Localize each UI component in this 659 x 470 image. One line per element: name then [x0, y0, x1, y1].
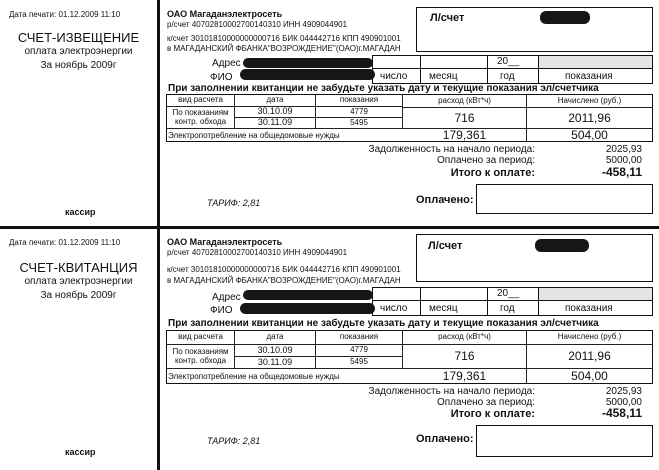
consumption-value: 716 [403, 345, 527, 369]
doc-title: СЧЕТ-КВИТАНЦИЯ [19, 260, 138, 275]
paid-amount-field[interactable] [476, 425, 653, 457]
common-needs-label: Электропотребление на общедомовые нужды [168, 131, 340, 140]
col-date-header: дата [235, 95, 316, 107]
tariff: ТАРИФ: 2,81 [207, 436, 261, 446]
bank-line: в МАГАДАНСКИЙ ФБАНКА"ВОЗРОЖДЕНИЕ"(ОАО)г.МАГАДАН [167, 276, 401, 285]
common-charged: 504,00 [571, 368, 608, 383]
header-year: год [500, 71, 515, 82]
col-charged-header: Начислено (руб.) [527, 331, 652, 345]
col-consumption-header: расход (кВт*ч) [403, 331, 527, 345]
date-previous: 30.10.09 [235, 345, 316, 357]
redacted-account [540, 11, 590, 24]
fio-label: ФИО [210, 305, 233, 316]
address-label: Адрес [212, 58, 241, 69]
row-type: По показаниям контр. обхода [167, 107, 235, 129]
org-name: ОАО Магаданэлектросеть [167, 237, 283, 247]
total-value: -458,11 [601, 406, 642, 420]
rule [487, 287, 488, 316]
date-current: 30.11.09 [235, 118, 316, 129]
rule [372, 300, 653, 301]
header-readings: показания [565, 303, 613, 314]
debt-label: Задолженность на начало периода: [368, 144, 535, 155]
rule [420, 287, 421, 316]
reading-current: 5495 [316, 118, 403, 129]
debt-label: Задолженность на начало периода: [368, 386, 535, 397]
paid-field-label: Оплачено: [416, 194, 474, 206]
col-type-header: вид расчета [167, 95, 235, 107]
notice-text: При заполнении квитанции не забудьте указать дату и текущие показания эл/счетчика [168, 318, 599, 329]
redacted-name [240, 303, 375, 314]
col-date-header: дата [235, 331, 316, 345]
ls-label: Л/счет [428, 240, 463, 252]
redacted-address [243, 58, 373, 68]
paid-period-label: Оплачено за период: [436, 397, 535, 408]
readings-input-shade [539, 288, 652, 300]
paid-field-label: Оплачено: [416, 433, 474, 445]
total-label: Итого к оплате: [450, 408, 535, 420]
org-name: ОАО Магаданэлектросеть [167, 9, 283, 19]
doc-title: СЧЕТ-ИЗВЕЩЕНИЕ [17, 30, 140, 45]
readings-input-shade [539, 56, 652, 68]
account-line: р/счет 40702810002700140310 ИНН 4909044901 [167, 20, 348, 29]
address-label: Адрес [212, 292, 241, 303]
account-line: р/счет 40702810002700140310 ИНН 4909044901 [167, 248, 348, 257]
total-label: Итого к оплате: [450, 167, 535, 179]
common-consumption: 179,361 [403, 129, 527, 141]
header-number: число [380, 71, 408, 82]
consumption-value: 716 [403, 107, 527, 129]
redacted-name [240, 69, 375, 80]
reading-current: 5495 [316, 357, 403, 369]
total-value: -458,11 [601, 165, 642, 179]
row-type: По показаниям контр. обхода [167, 345, 235, 369]
col-charged-header: Начислено (руб.) [557, 95, 622, 105]
year-prefix: 20__ [497, 288, 520, 299]
paid-period-label: Оплачено за период: [436, 155, 535, 166]
header-number: число [380, 303, 408, 314]
reading-previous: 4779 [316, 345, 403, 357]
redacted-address [243, 290, 373, 300]
header-readings: показания [565, 71, 613, 82]
doc-subtitle: оплата электроэнергии [24, 276, 133, 287]
rule [487, 55, 488, 84]
tariff: ТАРИФ: 2,81 [207, 198, 261, 208]
cashier-label: кассир [65, 207, 96, 217]
date-current: 30.11.09 [235, 357, 316, 369]
print-date: Дата печати: 01.12.2009 11:10 [9, 10, 121, 19]
col-readings-header: показания [316, 331, 403, 345]
cashier-label: кассир [65, 447, 96, 457]
header-year: год [500, 303, 515, 314]
year-prefix: 20__ [497, 56, 520, 67]
corr-account-line: к/счет 30101810000000000716 БИК 044442716 КПП 490901001 [167, 34, 401, 43]
doc-subtitle: оплата электроэнергии [24, 46, 133, 57]
common-needs-label: Электропотребление на общедомовые нужды [168, 372, 340, 381]
reading-previous: 4779 [316, 107, 403, 118]
col-readings-header: показания [316, 95, 403, 107]
header-month: месяц [429, 71, 458, 82]
paid-amount-field[interactable] [476, 184, 653, 214]
redacted-account [535, 239, 589, 252]
col-consumption-header: расход (кВт*ч) [403, 95, 527, 107]
charged-value: 2011,96 [527, 107, 652, 129]
header-month: месяц [429, 303, 458, 314]
charged-value: 2011,96 [527, 345, 652, 369]
debt-value: 2025,93 [605, 386, 642, 397]
common-charged: 504,00 [571, 127, 608, 142]
col-type-header: вид расчета [167, 331, 235, 345]
period: За ноябрь 2009г [40, 290, 117, 301]
common-consumption: 179,361 [403, 369, 527, 383]
bank-line: в МАГАДАНСКИЙ ФБАНКА"ВОЗРОЖДЕНИЕ"(ОАО)г.МАГАДАН [167, 44, 401, 53]
print-date: Дата печати: 01.12.2009 11:10 [9, 238, 121, 247]
period: За ноябрь 2009г [40, 60, 117, 71]
ls-label: Л/счет [430, 12, 465, 24]
fio-label: ФИО [210, 72, 233, 83]
paid-period-value: 5000,00 [605, 155, 642, 166]
notice-text: При заполнении квитанции не забудьте указать дату и текущие показания эл/счетчика [168, 83, 599, 94]
corr-account-line: к/счет 30101810000000000716 БИК 044442716 КПП 490901001 [167, 265, 401, 274]
rule [372, 68, 653, 69]
date-previous: 30.10.09 [235, 107, 316, 118]
rule [420, 55, 421, 84]
paid-period-value: 5000,00 [605, 397, 642, 408]
debt-value: 2025,93 [605, 144, 642, 155]
receipt-slip [0, 229, 659, 464]
